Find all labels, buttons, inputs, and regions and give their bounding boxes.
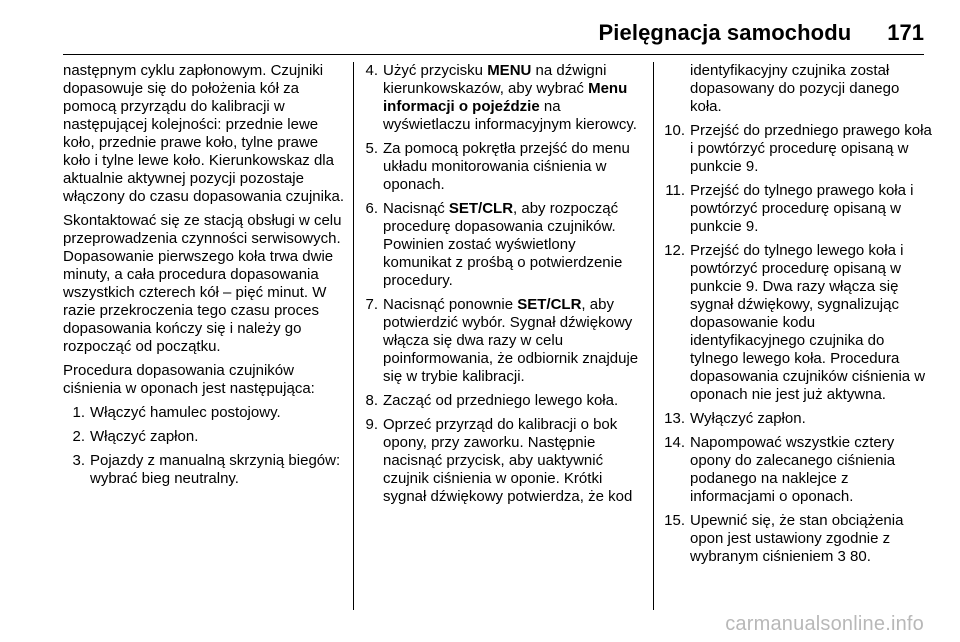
page-header [599, 20, 924, 46]
list-item [664, 410, 932, 428]
step-text [690, 512, 932, 566]
step-number: 12. [664, 242, 685, 259]
step-text: Pojazdy z manualną skrzynią biegów: wybrać bieg neutralny. [90, 452, 341, 487]
text-run: na wyświetlaczu informacyjnym kierowcy. [383, 98, 637, 133]
paragraph: Procedura dopasowania czujników ciśnienia w oponach jest następująca: [63, 362, 315, 397]
step-number: 13. [664, 410, 685, 427]
list-item [664, 122, 932, 176]
text-column-3 [664, 62, 932, 572]
list-item [365, 62, 647, 134]
text-run: , aby rozpocząć procedurę dopasowania czujników. Powinien zostać wyświetlony komunikat z prośbą o potwierdzenie procedury. [383, 200, 623, 289]
step-text: Oprzeć przyrząd do kalibracji o bok opony, przy zaworku. Następnie nacisnąć przycisk, aby uaktywnić czujnik ciśnienia w oponie. Krótki sygnał dźwiękowy potwierdza, że kod [383, 416, 633, 505]
text-run: . [866, 548, 871, 565]
text-run: na dźwigni kierunkowskazów, aby wybrać [383, 62, 607, 97]
step-text [383, 296, 647, 386]
column-divider-1 [353, 62, 354, 610]
step-number: 4. [365, 62, 378, 79]
button-key-label: SET/CLR [517, 296, 582, 313]
step-number: 3. [72, 452, 85, 469]
watermark: carmanualsonline.info [725, 613, 924, 635]
list-item [365, 200, 647, 290]
step-text [383, 200, 647, 290]
list-item [365, 416, 647, 506]
list-item-continuation [664, 62, 932, 116]
step-text: Włączyć hamulec postojowy. [90, 404, 281, 421]
text-column-2 [365, 62, 647, 512]
list-item [664, 242, 932, 404]
menu-key-label: MENU [487, 62, 532, 79]
menu-name-label: Menu informacji o pojeździe [383, 80, 628, 115]
step-number: 6. [365, 200, 378, 217]
text-run: , aby potwierdzić wybór. Sygnał dźwiękowy włącza się dwa razy w celu poinformowania, że odbiornik znajduje się w trybie kalibracji. [383, 296, 639, 385]
paragraph: następnym cyklu zapłonowym. Czujniki dopasowuje się do położenia kół za pomocą przyrządu do kalibracji w następującej kolejności: przednie lewe koło, przednie prawe koło, tylne prawe koło i tylne lewe koło. Kierunkowskaz dla aktualnie aktywnej pozycji pozostaje włączony do czasu dopasowania czujnika. [63, 62, 344, 205]
step-number: 2. [72, 428, 85, 445]
list-item [365, 296, 647, 386]
step-text: Napompować wszystkie cztery opony do zalecanego ciśnienia podanego na naklejce z informacjami o oponach. [690, 434, 896, 505]
step-number: 1. [72, 404, 85, 421]
step-number: 7. [365, 296, 378, 313]
text-run: Nacisnąć ponownie [383, 296, 518, 313]
text-column-1 [63, 62, 345, 494]
step-text [383, 62, 647, 134]
header-rule [63, 54, 924, 55]
text-run: Upewnić się, że stan obciążenia opon jest ustawiony zgodnie z wybranym ciśnieniem [690, 512, 904, 565]
text-run: Nacisnąć [383, 200, 449, 217]
list-item [63, 452, 345, 488]
page-number: 171 [887, 20, 924, 45]
step-number: 10. [664, 122, 685, 139]
step-text: Za pomocą pokrętła przejść do menu układu monitorowania ciśnienia w oponach. [383, 140, 630, 193]
step-number: 15. [664, 512, 685, 529]
list-item [63, 428, 345, 446]
step-text: Włączyć zapłon. [90, 428, 199, 445]
step-text: Przejść do tylnego lewego koła i powtórzyć procedurę opisaną w punkcie 9. Dwa razy włącza się sygnał dźwiękowy, sygnalizując dopasowanie kodu identyfikacyjnego czujnika do tylnego lewego koła. Procedura dopasowania czujników ciśnienia w oponach nie jest już aktywna. [690, 242, 926, 403]
step-number: 14. [664, 434, 685, 451]
list-item [365, 140, 647, 194]
button-key-label: SET/CLR [448, 200, 514, 217]
step-text: Przejść do przedniego prawego koła i powtórzyć procedurę opisaną w punkcie 9. [690, 122, 932, 175]
paragraph: Skontaktować się ze stacją obsługi w celu przeprowadzenia czynności serwisowych. Dopasowanie pierwszego koła trwa dwie minuty, a cała procedura dopasowania wszystkich czterech kół – pięć minut. W razie przekroczenia tego czasu proces dopasowania kończy się i należy go rozpocząć od początku. [63, 212, 342, 355]
list-item [365, 392, 647, 410]
step-text: Zacząć od przedniego lewego koła. [383, 392, 619, 409]
list-item [664, 512, 932, 566]
step-number: 5. [365, 140, 378, 157]
step-text: Wyłączyć zapłon. [690, 410, 806, 427]
step-number: 8. [365, 392, 378, 409]
list-item [63, 404, 345, 422]
section-title: Pielęgnacja samochodu [598, 20, 852, 45]
column-divider-2 [653, 62, 654, 610]
step-number: 11. [665, 182, 685, 199]
text-run: Użyć przycisku [383, 62, 488, 79]
list-item [664, 182, 932, 236]
step-text: Przejść do tylnego prawego koła i powtórzyć procedurę opisaną w punkcie 9. [690, 182, 914, 235]
list-item [664, 434, 932, 506]
step-text: identyfikacyjny czujnika został dopasowany do pozycji danego koła. [690, 62, 900, 115]
step-number: 9. [365, 416, 378, 433]
page-reference-link[interactable]: 3 80 [837, 548, 867, 565]
